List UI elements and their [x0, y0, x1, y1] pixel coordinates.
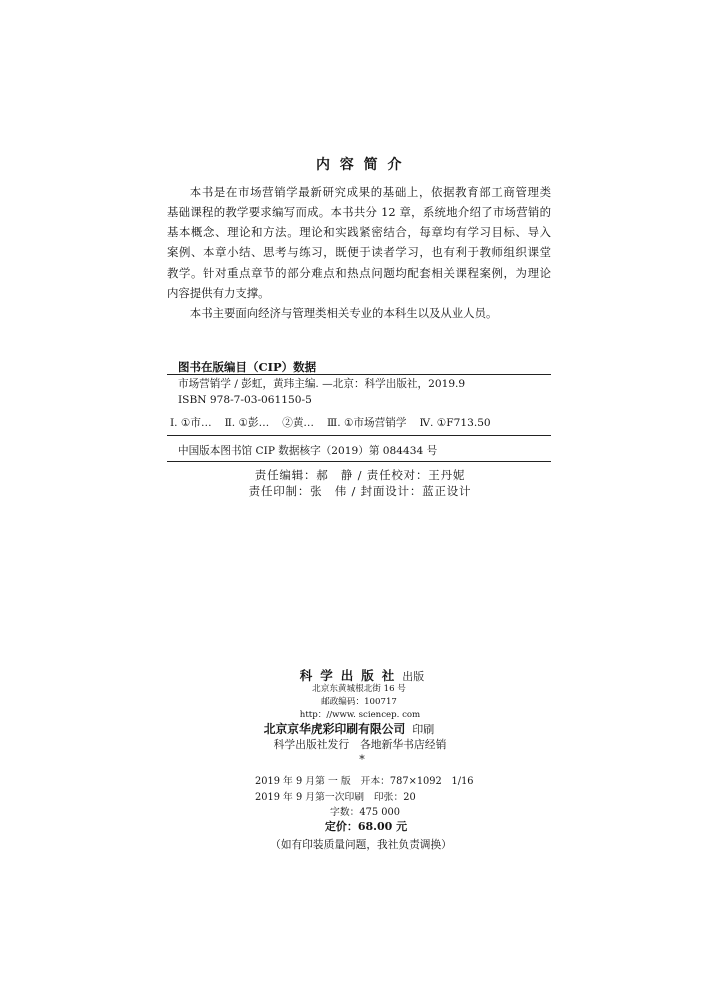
separator-asterisk: *	[359, 753, 365, 766]
word-count: 字数：475 000	[330, 807, 400, 818]
publisher-website: http：//www. sciencep. com	[299, 710, 421, 720]
quality-notice: （如有印装质量问题，我社负责调换）	[270, 838, 452, 851]
cip-bibliographic-line: 市场营销学 / 彭虹，黄玮主编. —北京：科学出版社，2019.9	[178, 378, 466, 390]
audience-paragraph-line: 本书主要面向经济与管理类相关专业的本科生以及从业人员。	[189, 306, 498, 320]
intro-paragraph-line: 本书是在市场营销学最新研究成果的基础上，依据教育部工商管理类	[189, 185, 551, 199]
publish-label: 出版	[402, 670, 425, 683]
cip-divider	[167, 435, 551, 436]
cip-divider	[167, 374, 551, 375]
intro-paragraph-line: 内容提供有力支撑。	[167, 286, 270, 300]
staff-credits-line: 责任编辑：郝 静 / 责任校对：王丹妮	[254, 468, 466, 482]
cip-heading: 图书在版编目（CIP）数据	[178, 360, 317, 374]
publisher-postcode: 邮政编码：100717	[321, 697, 397, 707]
cip-classification-item: Ⅱ. ①彭…	[224, 417, 270, 429]
cip-classification-item: Ⅰ. ①市…	[170, 417, 212, 429]
edition-info: 2019 年 9 月第 一 版 开本：787×1092 1/16	[255, 776, 474, 787]
cip-classification-item: Ⅲ. ①市场营销学	[327, 417, 407, 429]
printer-name: 北京京华虎彩印刷有限公司	[263, 722, 406, 736]
print-label: 印刷	[412, 723, 435, 736]
publisher-logo: 科学出版社	[299, 668, 403, 683]
cip-record-number: 中国版本图书馆 CIP 数据核字（2019）第 084434 号	[178, 445, 438, 457]
staff-credits-line: 责任印制：张 伟 / 封面设计：蓝正设计	[248, 484, 472, 498]
cip-isbn: ISBN 978-7-03-061150-5	[178, 394, 312, 406]
intro-paragraph-line: 案例、本章小结、思考与练习，既便于读者学习，也有利于教师组织课堂	[167, 245, 551, 259]
intro-title: 内 容 简 介	[315, 157, 405, 173]
price: 定价：68.00 元	[324, 820, 408, 833]
intro-paragraph-line: 教学。针对重点章节的部分难点和热点问题均配套相关课程案例，为理论	[167, 266, 551, 280]
distribution-line: 科学出版社发行 各地新华书店经销	[273, 738, 447, 751]
publisher-address: 北京东黄城根北街 16 号	[312, 684, 406, 694]
printing-info: 2019 年 9 月第一次印刷 印张：20	[255, 792, 416, 803]
cip-divider	[167, 461, 551, 462]
cip-classification-item: ②黄…	[282, 417, 315, 429]
cip-classification	[170, 416, 491, 430]
publisher-row	[162, 668, 562, 685]
intro-paragraph-line: 基础课程的教学要求编写而成。本书共分 12 章，系统地介绍了市场营销的	[167, 205, 551, 219]
intro-paragraph-line: 基本概念、理论和方法。理论和实践紧密结合，每章均有学习目标、导入	[167, 225, 551, 239]
printer-row	[149, 721, 549, 738]
cip-classification-item: Ⅳ. ①F713.50	[419, 417, 491, 429]
